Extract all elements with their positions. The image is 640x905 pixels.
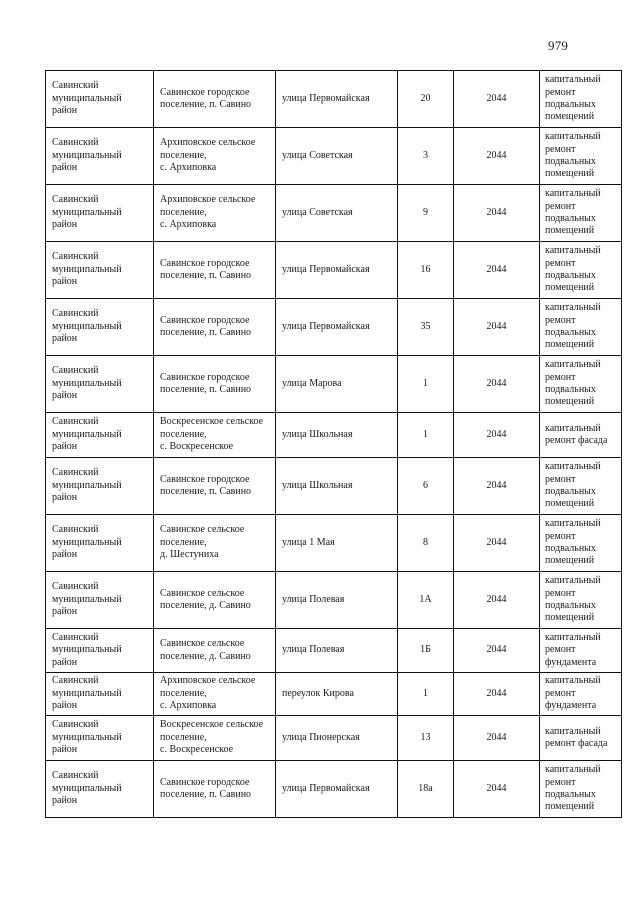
street-cell: улица Школьная <box>276 413 398 458</box>
house-number-cell: 1 <box>398 673 454 716</box>
year-cell: 2044 <box>454 761 540 818</box>
work-type-cell: капитальный ремонт подвальных помещений <box>540 128 622 185</box>
street-cell: улица Советская <box>276 185 398 242</box>
street-cell: улица Первомайская <box>276 299 398 356</box>
work-type-cell: капитальный ремонт фасада <box>540 413 622 458</box>
settlement-cell: Савинское городское поселение, п. Савино <box>154 71 276 128</box>
table-row <box>46 71 622 128</box>
house-number-cell: 1А <box>398 572 454 629</box>
district-cell: Савинский муниципальный район <box>46 629 154 673</box>
year-cell: 2044 <box>454 673 540 716</box>
street-cell: улица Пионерская <box>276 716 398 761</box>
street-cell: улица Первомайская <box>276 242 398 299</box>
street-cell: улица Полевая <box>276 572 398 629</box>
table-row <box>46 761 622 818</box>
year-cell: 2044 <box>454 299 540 356</box>
district-cell: Савинский муниципальный район <box>46 71 154 128</box>
table-row <box>46 458 622 515</box>
table-row <box>46 673 622 716</box>
street-cell: улица Первомайская <box>276 761 398 818</box>
street-cell: улица Школьная <box>276 458 398 515</box>
table-row <box>46 299 622 356</box>
district-cell: Савинский муниципальный район <box>46 299 154 356</box>
district-cell: Савинский муниципальный район <box>46 128 154 185</box>
district-cell: Савинский муниципальный район <box>46 242 154 299</box>
work-type-cell: капитальный ремонт подвальных помещений <box>540 515 622 572</box>
work-type-cell: капитальный ремонт подвальных помещений <box>540 458 622 515</box>
district-cell: Савинский муниципальный район <box>46 673 154 716</box>
district-cell: Савинский муниципальный район <box>46 413 154 458</box>
district-cell: Савинский муниципальный район <box>46 761 154 818</box>
district-cell: Савинский муниципальный район <box>46 356 154 413</box>
settlement-cell: Савинское сельское поселение, д. Савино <box>154 629 276 673</box>
year-cell: 2044 <box>454 356 540 413</box>
district-cell: Савинский муниципальный район <box>46 458 154 515</box>
street-cell: улица 1 Мая <box>276 515 398 572</box>
house-number-cell: 1 <box>398 356 454 413</box>
district-cell: Савинский муниципальный район <box>46 515 154 572</box>
work-type-cell: капитальный ремонт подвальных помещений <box>540 185 622 242</box>
work-type-cell: капитальный ремонт фасада <box>540 716 622 761</box>
year-cell: 2044 <box>454 413 540 458</box>
works-table <box>45 70 622 818</box>
table-row <box>46 629 622 673</box>
house-number-cell: 35 <box>398 299 454 356</box>
settlement-cell: Савинское городское поселение, п. Савино <box>154 299 276 356</box>
house-number-cell: 1 <box>398 413 454 458</box>
street-cell: улица Марова <box>276 356 398 413</box>
house-number-cell: 3 <box>398 128 454 185</box>
work-type-cell: капитальный ремонт подвальных помещений <box>540 299 622 356</box>
house-number-cell: 18а <box>398 761 454 818</box>
house-number-cell: 13 <box>398 716 454 761</box>
house-number-cell: 9 <box>398 185 454 242</box>
settlement-cell: Савинское сельское поселение, д. Шестуниха <box>154 515 276 572</box>
house-number-cell: 16 <box>398 242 454 299</box>
year-cell: 2044 <box>454 71 540 128</box>
work-type-cell: капитальный ремонт подвальных помещений <box>540 572 622 629</box>
settlement-cell: Воскресенское сельское поселение, с. Воскресенское <box>154 413 276 458</box>
year-cell: 2044 <box>454 572 540 629</box>
street-cell: переулок Кирова <box>276 673 398 716</box>
house-number-cell: 20 <box>398 71 454 128</box>
work-type-cell: капитальный ремонт фундамента <box>540 629 622 673</box>
table-row <box>46 413 622 458</box>
year-cell: 2044 <box>454 716 540 761</box>
settlement-cell: Савинское сельское поселение, д. Савино <box>154 572 276 629</box>
work-type-cell: капитальный ремонт подвальных помещений <box>540 71 622 128</box>
house-number-cell: 6 <box>398 458 454 515</box>
street-cell: улица Советская <box>276 128 398 185</box>
table-row <box>46 185 622 242</box>
street-cell: улица Первомайская <box>276 71 398 128</box>
table-row <box>46 242 622 299</box>
district-cell: Савинский муниципальный район <box>46 185 154 242</box>
house-number-cell: 1Б <box>398 629 454 673</box>
settlement-cell: Архиповское сельское поселение, с. Архиповка <box>154 185 276 242</box>
table-row <box>46 515 622 572</box>
work-type-cell: капитальный ремонт подвальных помещений <box>540 356 622 413</box>
table-row <box>46 716 622 761</box>
table-row <box>46 572 622 629</box>
district-cell: Савинский муниципальный район <box>46 572 154 629</box>
street-cell: улица Полевая <box>276 629 398 673</box>
settlement-cell: Савинское городское поселение, п. Савино <box>154 458 276 515</box>
settlement-cell: Архиповское сельское поселение, с. Архиповка <box>154 673 276 716</box>
table-row <box>46 128 622 185</box>
work-type-cell: капитальный ремонт подвальных помещений <box>540 761 622 818</box>
page-number: 979 <box>548 38 569 53</box>
settlement-cell: Савинское городское поселение, п. Савино <box>154 242 276 299</box>
year-cell: 2044 <box>454 242 540 299</box>
year-cell: 2044 <box>454 629 540 673</box>
year-cell: 2044 <box>454 458 540 515</box>
table-row <box>46 356 622 413</box>
year-cell: 2044 <box>454 185 540 242</box>
settlement-cell: Савинское городское поселение, п. Савино <box>154 356 276 413</box>
year-cell: 2044 <box>454 515 540 572</box>
settlement-cell: Воскресенское сельское поселение, с. Воскресенское <box>154 716 276 761</box>
settlement-cell: Архиповское сельское поселение, с. Архиповка <box>154 128 276 185</box>
work-type-cell: капитальный ремонт подвальных помещений <box>540 242 622 299</box>
year-cell: 2044 <box>454 128 540 185</box>
work-type-cell: капитальный ремонт фундамента <box>540 673 622 716</box>
district-cell: Савинский муниципальный район <box>46 716 154 761</box>
settlement-cell: Савинское городское поселение, п. Савино <box>154 761 276 818</box>
house-number-cell: 8 <box>398 515 454 572</box>
